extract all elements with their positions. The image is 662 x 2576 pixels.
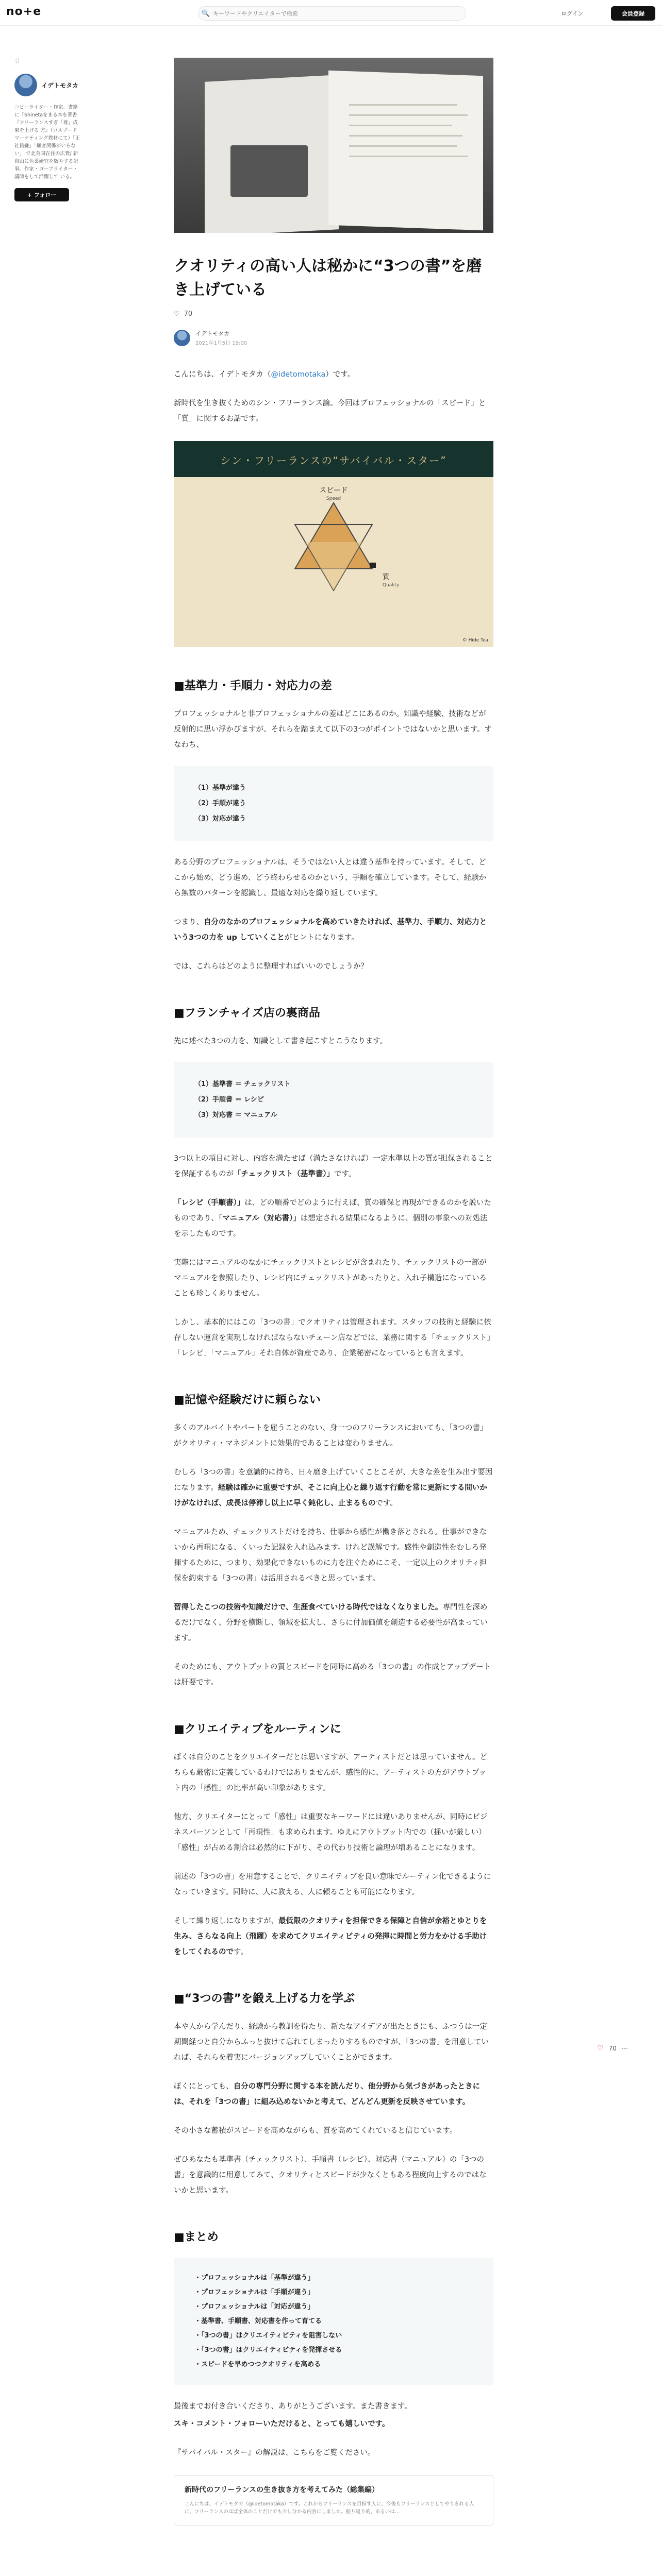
summary-item: ・プロフェッショナルは「対応が違う」 <box>194 2303 315 2311</box>
text: 専門性を深めるだけでなく、分野を横断し、領域を拡大し、さらに付加価値を創造する必要性が高まっています。 <box>174 1603 488 1642</box>
paragraph: プロフェッショナルと非プロフェッショナルの差はどこにあるのか。知識や経験、技術などが反射的に思い浮かびますが、それらを踏まえて以下の3つがポイントではないかと思います。すなわち、 <box>174 710 492 749</box>
box-item: （1）基準書 ＝ チェックリスト <box>194 1080 291 1088</box>
figure-copyright: © Hide Tea <box>462 638 488 643</box>
author-sidebar <box>14 57 81 201</box>
point-box <box>174 1062 493 1138</box>
text: です。 <box>375 1499 398 1507</box>
section-heading: ■まとめ <box>174 2231 219 2244</box>
text: は想定される結果になるように、個別の事象への対処法を示したものです。 <box>174 1214 488 1238</box>
follow-label: フォロー <box>34 192 57 198</box>
fig-quality-en: Quality <box>383 583 400 588</box>
summary-item: ・「3つの書」はクリエイティビティを発揮させる <box>194 2346 342 2354</box>
article <box>174 58 493 2526</box>
book-photo <box>230 145 308 197</box>
text: です。 <box>334 1170 356 1178</box>
figure-title: シン・フリーランスの“サバイバル・スター” <box>220 454 447 467</box>
bold-text: 経験は確かに重要ですが、そこに向上心と繰り返す行動を常に更新にする問いかけがなければ、成長は停滞し以上に早く鈍化し、止まるもの <box>174 1484 487 1507</box>
text-line <box>349 114 468 116</box>
paragraph: では、これらはどのように整理すればいいのでしょうか？ <box>174 962 368 971</box>
search-icon: 🔍 <box>201 9 210 18</box>
paragraph: しかし、基本的にはこの「3つの書」でクオリティは管理されます。スタッフの技術と経験に依存しない運営を実現しなければならないチェーン店などでは、業務に関する「チェックリスト」「レシピ」「マニュアル」それ自体が資産であり、企業秘密になっているとも言えます。 <box>174 1318 491 1358</box>
bold-text: 習得したこつの技術や知識だけで、生涯食べていける時代ではなくなりました。 <box>174 1603 443 1612</box>
author-row[interactable] <box>174 329 493 346</box>
paragraph: その小さな蓄積がスピードを高めながらも、質を高めてくれていると信じています。 <box>174 2127 457 2135</box>
text: むしろ「3つの書」を意識的に持ち、日々磨き上げていくことこそが、大きな差を生み出す要因になります。 <box>174 1468 493 1492</box>
star-diagram <box>174 441 493 647</box>
signup-button[interactable]: 会員登録 <box>611 6 655 21</box>
paragraph: そのためにも、アウトプットの質とスピードを同時に高める「3つの書」の作成とアップデートは肝要です。 <box>174 1663 491 1687</box>
fig-speed-label: スピード <box>319 486 348 495</box>
text: 3つ以上の項目に対し、内容を満たせば（満たさなければ）一定水準以上の質が担保されることを保証するものが <box>174 1155 493 1178</box>
paragraph: ぜひあなたも基準書（チェックリスト）、手順書（レシピ）、対応書（マニュアル）の「3つの書」を意識的に用意してみて、クオリティとスピードが少なくともある程度向上するのではないかと思います。 <box>174 2156 487 2195</box>
like-row <box>174 310 493 318</box>
box-item: （1）基準が違う <box>194 784 246 792</box>
bold-text: 「マニュアル（対応書）」 <box>219 1214 301 1223</box>
sidebar-bio: コピーライター・作家。書籍に『Shinetaをまる本を著書『フリーランスすぎ「尊」成果を上げる 方』（ロスプードマーケティング教材にて）「正社員嫌」「顧客関係がいらない」 で北英国在住の広費/ 新 自由に色薬研究を数やする記事。作家・ゴーブライター・講師をして活躍して いる。 <box>14 105 80 180</box>
text: こんにちは、イデトモタカ（ <box>174 370 271 379</box>
summary-item: ・プロフェッショナルは「基準が違う」 <box>194 2274 315 2282</box>
text: つまり、 <box>174 918 204 926</box>
text: は、どの順番でどのように行えば、質の確保と再現ができるのかを説いたものであり、 <box>174 1199 491 1223</box>
point-box <box>174 766 493 841</box>
search-box[interactable] <box>198 6 466 21</box>
text-line <box>349 145 457 147</box>
author-name[interactable]: イデトモタカ <box>195 330 229 337</box>
paragraph: 最後までお付き合いくださり、ありがとうございます。また書きます。 <box>174 2402 412 2411</box>
box-item: （3）対応書 ＝ マニュアル <box>194 1111 277 1119</box>
book-right-page <box>328 71 483 230</box>
bold-text: 最低限のクオリティを担保できる保障と自信が余裕とゆとりを生み、さらなる向上（飛躍）を求めてクリエイティビティの発揮に時間と労力をかける手助けをしてくれるので <box>174 1917 487 1956</box>
share-icon[interactable]: ⋯ <box>621 2045 628 2052</box>
text: がヒントになります。 <box>284 934 359 942</box>
paragraph <box>174 1195 493 1242</box>
card-description: こんにちは、イデトモタカ（@idetomotaka）です。これからフリーランスを目指す人に、今後もフリーランスとしてやりきれる人に、フリーランスのほぼ全体のことだけでも少し分かる内容にしました。振り返り的、あるいは… <box>185 2501 474 2515</box>
search-input[interactable] <box>213 10 455 17</box>
paragraph: 先に述べた3つの力を、知識として書き起こすとこうなります。 <box>174 1037 388 1045</box>
bold-text: 自分のなかのプロフェッショナルを高めていきたければ、基準力、手順力、対応力という3つの力を up していくこと <box>174 918 487 942</box>
intro-paragraph <box>174 367 493 382</box>
box-item: （2）手順書 ＝ レシピ <box>194 1096 264 1104</box>
section-heading: ■“3つの書”を鍛え上げる力を学ぶ <box>174 1992 355 2005</box>
text: ）です。 <box>325 370 355 379</box>
text: ぼくにとっても、 <box>174 2082 234 2091</box>
fig-quality-label: 質 <box>383 573 390 581</box>
text: す。 <box>234 1948 248 1956</box>
section-heading: ■基準力・手順力・対応力の差 <box>174 680 332 692</box>
sidebar-author-name[interactable]: イデトモタカ <box>41 81 79 89</box>
paragraph: 実際にはマニュアルのなかにチェックリストとレシピが含まれたり、チェックリストの一部がマニュアルを参照したり、レシピ内にチェックリストがあったりと、入れ子構造になっていることも珍しくありません。 <box>174 1259 487 1298</box>
login-link[interactable]: ログイン <box>561 10 584 17</box>
section-heading: ■クリエイティブをルーティンに <box>174 1723 341 1736</box>
paragraph: ぼくは自分のことをクリエイターだとは思いますが、アーティストだとは思っていません。どちらも厳密に定義しているわけではありませんが、感性的に、アーティストの方がアウトプット内の「感性」の比率が高い印象があります。 <box>174 1753 487 1792</box>
paragraph: 『サバイバル・スター』の解説は、こちらをご覧ください。 <box>174 2449 375 2457</box>
paragraph <box>174 1600 493 1646</box>
summary-box <box>174 2258 493 2385</box>
bold-text: 「レシピ（手順書）」 <box>174 1199 245 1207</box>
section-heading: ■フランチャイズ店の裏商品 <box>174 1007 320 1020</box>
paragraph: 他方、クリエイターにとって「感性」は重要なキーワードには違いありませんが、同時にビジネスパーソンとして「再現性」も求められます。ゆえにアウトプット内での（揺いが厳しい）「感性」が占める割合は必然的に下がり、その代わり技術と論理が増あることになります。 <box>174 1813 488 1852</box>
hero-image <box>174 58 493 233</box>
text-line <box>349 135 462 137</box>
paragraph <box>174 1465 493 1511</box>
top-header <box>0 0 662 26</box>
summary-item: ・プロフェッショナルは「手順が違う」 <box>194 2289 315 2296</box>
paragraph: 前述の「3つの書」を用意することで、クリエイティブを良い意味でルーティン化できるようになっていきます。同時に、人に教える、人に頼ることも可能になります。 <box>174 1873 491 1896</box>
heart-icon[interactable]: ♡ <box>174 310 180 318</box>
author-handle-link[interactable]: @idetomotaka <box>271 370 326 379</box>
floating-like-count: 70 <box>608 2045 617 2052</box>
paragraph <box>174 2079 493 2110</box>
paragraph: ある分野のプロフェッショナルは、そうではない人とは違う基準を持っています。そして、どこから始め、どう進め、どう終わらせるのかという、手順を確立しています。そして、経験から無数のパターンを認識し、最適な対応を繰り返しています。 <box>174 858 486 897</box>
text: そして繰り返しになりますが、 <box>174 1917 278 1925</box>
summary-item: ・スピードを早めつつクオリティを高める <box>194 2361 321 2368</box>
article-title: クオリティの高い人は秘かに“3つの書”を磨き上げている <box>174 257 482 299</box>
sidebar-author[interactable] <box>14 74 81 96</box>
card-title[interactable]: 新時代のフリーランスの生き抜き方を考えてみた（総集編） <box>185 2486 379 2494</box>
floating-actions <box>597 2044 628 2053</box>
paragraph: スキ・コメント・フォローいただけると、とっても嬉しいです。 <box>174 2420 390 2428</box>
paragraph: 新時代を生き抜くためのシン・フリーランス論。今回はプロフェッショナルの「スピード」と「質」に関するお話です。 <box>174 399 486 423</box>
follow-button[interactable] <box>14 188 69 201</box>
paragraph: 本や人から学んだり、経験から教訓を得たり、新たなアイデアが出たときにも、ふつうは一定期間経つと自分からふっと抜けて忘れてしまったりするものですが、「3つの書」を用意していれば、それらを着実にバージョンアップしていくことができます。 <box>174 2023 489 2062</box>
bold-text: 自分の専門分野に関する本を読んだり、他分野から気づきがあったときには、それを「3つの書」に組み込めないかと考えて、どんどん更新を反映させています。 <box>174 2082 481 2106</box>
text-line <box>349 125 452 126</box>
note-logo[interactable]: no+e <box>6 5 42 18</box>
text-line <box>349 156 468 157</box>
avatar[interactable] <box>174 330 190 346</box>
paragraph <box>174 1151 493 1182</box>
box-item: （3）対応が違う <box>194 815 246 823</box>
person-plus-icon: + <box>27 191 32 198</box>
sidebar-mark: 引 <box>14 59 20 64</box>
summary-item: ・「3つの書」はクリエイティビティを阻害しない <box>194 2332 342 2340</box>
like-count: 70 <box>184 310 193 318</box>
avatar[interactable] <box>14 74 37 96</box>
paragraph: 多くのアルバイトやパートを雇うことのない、身一つのフリーランスにおいても、「3つの書」がクオリティ・マネジメントに効果的であることは変わりません。 <box>174 1424 488 1448</box>
section-heading: ■記憶や経験だけに頼らない <box>174 1394 321 1406</box>
fig-speed-en: Speed <box>326 496 341 501</box>
paragraph <box>174 914 493 945</box>
text-line <box>349 104 457 106</box>
publish-date: 2021年1月5日 19:00 <box>195 341 247 346</box>
heart-icon[interactable]: ♡ <box>597 2044 604 2053</box>
embedded-article-card[interactable] <box>174 2475 493 2526</box>
summary-item: ・基準書、手順書、対応書を作って育てる <box>194 2317 322 2325</box>
paragraph: マニュアルため、チェックリストだけを持ち、仕事から感性が働き落とされる。仕事ができないから再現になる、くいった記録を入れ込みます。けれど誤解です。感性や創造性をむしろ発揮するために、つまり、効果化できないものに力を注ぐためにこそ、一定以上のクオリティ担保を約束する「3つの書」は活用されるべきと思っています。 <box>174 1528 487 1583</box>
paragraph <box>174 1913 493 1960</box>
survival-star-figure <box>174 441 493 647</box>
box-item: （2）手順が違う <box>194 800 246 807</box>
bold-text: 「チェックリスト（基準書）」 <box>234 1170 335 1178</box>
